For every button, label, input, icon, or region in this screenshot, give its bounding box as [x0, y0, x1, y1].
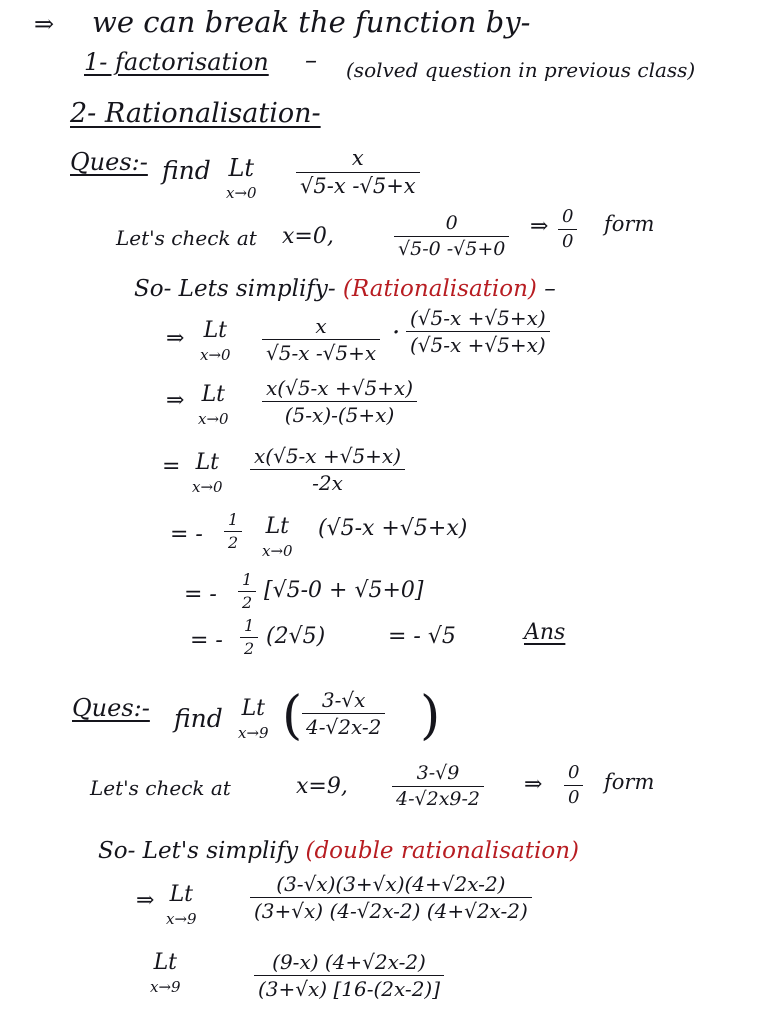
q1-step2-fraction: [262, 378, 417, 425]
q1-step2-lim-sub: x→0: [198, 410, 229, 428]
q1-simplify-suffix: –: [544, 276, 556, 302]
q1-step4-lim-sub: x→0: [262, 542, 293, 560]
method-rationalisation: [70, 100, 321, 127]
q2-check-den: 4-√2x9-2: [396, 788, 481, 810]
q2-step1-num: (3-√x)(3+√x)(4+√2x-2): [276, 872, 506, 896]
q2-find: find: [174, 704, 223, 733]
q2-open-paren: (: [282, 686, 303, 746]
q1-step1-den2: (√5-x +√5+x): [410, 333, 546, 357]
q1-step5-coef-num: 1: [242, 570, 253, 589]
q1-step1-lim: Lt: [203, 318, 228, 343]
q2-step2-num: (9-x) (4+√2x-2): [272, 950, 426, 974]
q2-step1-lim: Lt: [169, 882, 194, 907]
q1-step6-coef: [240, 618, 258, 657]
q1-check-num: 0: [445, 212, 458, 234]
q1-step1-fraction1: [262, 316, 380, 363]
q1-simplify-line: [134, 278, 556, 301]
q1-step4-coef-den: 2: [228, 533, 239, 552]
q1-step1-limit: [200, 320, 231, 363]
q1-step6-result: = - √5: [388, 624, 456, 649]
q2-step1-lim-sub: x→9: [166, 910, 197, 928]
method1-label: 1- factorisation: [84, 48, 269, 76]
q2-lim-text: Lt: [241, 696, 266, 721]
q1-limit: [226, 156, 257, 201]
q1-step5-expr: [√5-0 + √5+0]: [264, 578, 424, 603]
q2-form-word: form: [604, 770, 655, 794]
q2-check-at: x=9,: [296, 774, 348, 799]
q1-step3-den: -2x: [312, 471, 343, 495]
q1-step4-expr: (√5-x +√5+x): [318, 516, 468, 541]
q1-form-num: 0: [562, 206, 574, 227]
q2-numerator: 3-√x: [321, 688, 366, 712]
q1-fraction: [296, 148, 420, 197]
q1-step5-coef-den: 2: [242, 593, 253, 612]
q1-step4-lim: Lt: [265, 514, 290, 539]
q1-step4-coef: [224, 512, 242, 551]
q1-form-den: 0: [562, 231, 574, 252]
q1-lim-sub: x→0: [226, 184, 257, 202]
q2-check-fraction: [392, 764, 484, 809]
q1-step3-lim-sub: x→0: [192, 478, 223, 496]
q2-lim-sub: x→9: [238, 724, 269, 742]
q1-step6-coef-den: 2: [244, 639, 255, 658]
q1-simplify-prefix: So- Lets simplify-: [134, 276, 336, 302]
q1-step3-lim: Lt: [195, 450, 220, 475]
q1-step4-prefix: = -: [170, 522, 203, 547]
q1-step5-prefix: = -: [184, 582, 217, 607]
q2-label: Ques:-: [72, 694, 150, 722]
q1-step1-lim-sub: x→0: [200, 346, 231, 364]
q2-check-label: Let's check at: [90, 776, 231, 800]
q2-fraction: [302, 690, 385, 737]
intro-arrow: ⇒: [34, 10, 55, 38]
intro-heading: we can break the function by-: [92, 5, 531, 39]
q2-form-arrow: ⇒: [524, 772, 543, 797]
q1-step4-coef-num: 1: [228, 510, 239, 529]
q2-step2-fraction: [254, 952, 444, 999]
q1-step2-den: (5-x)-(5+x): [284, 403, 395, 427]
q1-step6-prefix: = -: [190, 628, 223, 653]
q2-step1-limit: [166, 884, 197, 927]
q2-form-fraction: [564, 764, 583, 807]
q1-step3-limit: [192, 452, 223, 495]
q2-close-paren: ): [420, 686, 441, 746]
q1-lim-text: Lt: [228, 154, 255, 182]
q1-form-word: form: [604, 212, 655, 236]
q2-step1-den: (3+√x) (4-√2x-2) (4+√2x-2): [254, 899, 528, 923]
q2-step1-prefix: ⇒: [136, 888, 155, 913]
q1-step3-fraction: [250, 446, 405, 493]
q1-step6-coef-num: 1: [244, 616, 255, 635]
q1-step2-num: x(√5-x +√5+x): [266, 376, 414, 400]
q2-step2-limit: [150, 952, 181, 995]
q1-step2-lim: Lt: [201, 382, 226, 407]
q1-form-fraction: [558, 208, 577, 251]
q2-denominator: 4-√2x-2: [306, 715, 382, 739]
q1-find: find: [162, 156, 211, 185]
q1-step1-prefix: ⇒: [166, 326, 185, 351]
q1-step3-num: x(√5-x +√5+x): [254, 444, 402, 468]
q1-step5-coef: [238, 572, 256, 611]
q1-step3-prefix: =: [162, 454, 181, 479]
q1-check-label: Let's check at: [116, 226, 257, 250]
q1-step4-limit: [262, 516, 293, 559]
q2-form-den: 0: [568, 787, 580, 808]
q1-check-fraction: [394, 214, 509, 259]
q1-step1-dot: ·: [392, 318, 401, 348]
method1-dash: –: [305, 46, 317, 74]
q2-simplify-method: (double rationalisation): [305, 838, 579, 864]
q2-step2-lim-sub: x→9: [150, 978, 181, 996]
q1-check-den: √5-0 -√5+0: [398, 238, 506, 260]
q2-simplify-line: [98, 840, 579, 863]
q1-step1-num2: (√5-x +√5+x): [410, 306, 546, 330]
q2-step2-lim: Lt: [153, 950, 178, 975]
q1-step1-den1: √5-x -√5+x: [266, 341, 377, 365]
q2-form-num: 0: [568, 762, 580, 783]
q1-step1-num1: x: [315, 314, 327, 338]
q1-step2-limit: [198, 384, 229, 427]
q1-step1-fraction2: [406, 308, 550, 355]
q2-simplify-prefix: So- Let's simplify: [98, 838, 299, 864]
q1-numerator: x: [351, 146, 364, 170]
method2-label: 2- Rationalisation-: [70, 98, 321, 129]
q2-limit: [238, 698, 269, 741]
q1-step6-expr: (2√5): [266, 624, 326, 649]
q2-step1-fraction: [250, 874, 532, 921]
q1-form-arrow: ⇒: [530, 214, 549, 239]
method1-note: (solved question in previous class): [346, 58, 696, 82]
q1-answer-mark: Ans: [524, 620, 566, 645]
q1-simplify-method: (Rationalisation): [342, 276, 537, 302]
q2-check-num: 3-√9: [416, 762, 460, 784]
method-factorisation: [84, 50, 269, 74]
q1-denominator: √5-x -√5+x: [300, 174, 416, 198]
q1-label: Ques:-: [70, 148, 148, 176]
q2-step2-den: (3+√x) [16-(2x-2)]: [258, 977, 441, 1001]
q1-step2-prefix: ⇒: [166, 388, 185, 413]
q1-check-at: x=0,: [282, 224, 334, 249]
